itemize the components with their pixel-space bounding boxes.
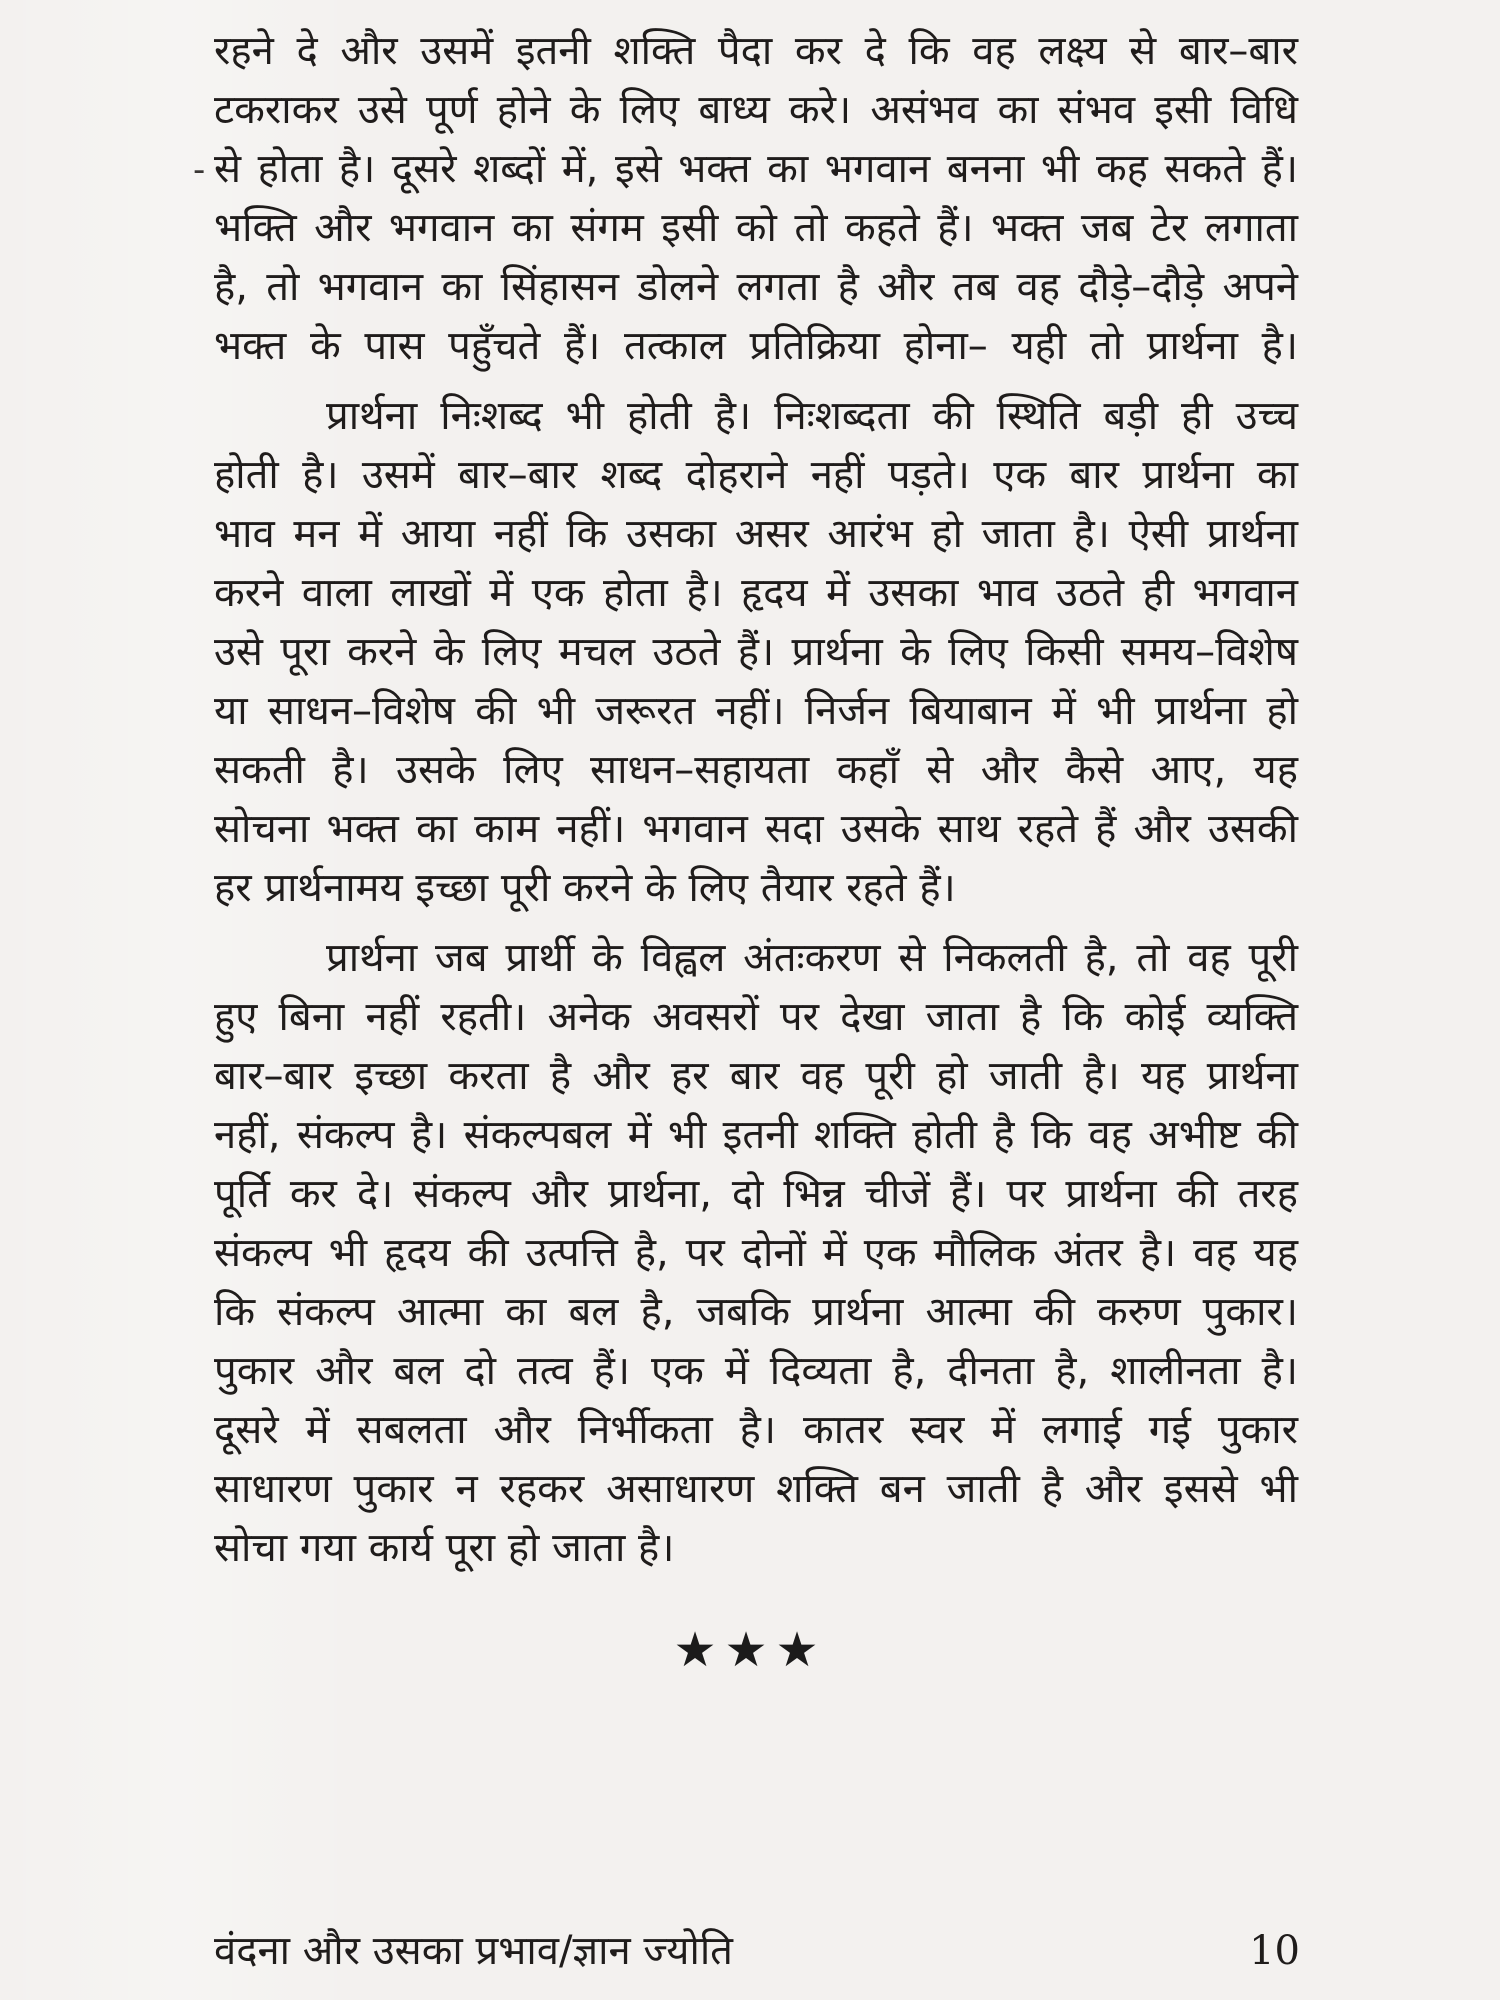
text-line: सोचा गया कार्य पूरा हो जाता है। xyxy=(214,1525,675,1571)
text-line: संकल्प भी हृदय की उत्पत्ति है, पर दोनों में एक मौलिक अंतर है। वह यह xyxy=(214,1230,1298,1276)
paragraph-1 xyxy=(214,22,1298,376)
text-line: पुकार और बल दो तत्व हैं। एक में दिव्यता है, दीनता है, शालीनता है। xyxy=(214,1348,1298,1394)
text-line: पूर्ति कर दे। संकल्प और प्रार्थना, दो भिन्न चीजें हैं। पर प्रार्थना की तरह xyxy=(214,1171,1298,1217)
text-line: है, तो भगवान का सिंहासन डोलने लगता है और तब वह दौड़े–दौड़े अपने xyxy=(214,264,1298,310)
text-line: प्रार्थना जब प्रार्थी के विह्वल अंतःकरण से निकलती है, तो वह पूरी xyxy=(326,935,1298,981)
text-line: सोचना भक्त का काम नहीं। भगवान सदा उसके साथ रहते हैं और उसकी xyxy=(214,806,1298,852)
text-line: बार–बार इच्छा करता है और हर बार वह पूरी हो जाती है। यह प्रार्थना xyxy=(214,1053,1298,1099)
text-line: टकराकर उसे पूर्ण होने के लिए बाध्य करे। असंभव का संभव इसी विधि xyxy=(214,87,1298,133)
text-line: हर प्रार्थनामय इच्छा पूरी करने के लिए तैयार रहते हैं। xyxy=(214,865,956,911)
paragraph-gap xyxy=(214,918,1298,929)
text-line: होती है। उसमें बार–बार शब्द दोहराने नहीं पड़ते। एक बार प्रार्थना का xyxy=(214,452,1298,498)
paragraph-gap xyxy=(214,376,1298,387)
text-line: सकती है। उसके लिए साधन–सहायता कहाँ से और कैसे आए, यह xyxy=(214,747,1298,793)
section-separator-stars: ★★★ xyxy=(673,1622,827,1678)
text-line: भक्त के पास पहुँचते हैं। तत्काल प्रतिक्रिया होना– यही तो प्रार्थना है। xyxy=(214,323,1298,369)
text-line: साधारण पुकार न रहकर असाधारण शक्ति बन जाती है और इससे भी xyxy=(214,1466,1298,1512)
paragraph-2 xyxy=(214,387,1298,918)
text-line: उसे पूरा करने के लिए मचल उठते हैं। प्रार्थना के लिए किसी समय–विशेष xyxy=(214,629,1298,675)
text-line: नहीं, संकल्प है। संकल्पबल में भी इतनी शक्ति होती है कि वह अभीष्ट की xyxy=(214,1112,1298,1158)
text-line: करने वाला लाखों में एक होता है। हृदय में उसका भाव उठते ही भगवान xyxy=(214,570,1298,616)
text-line: हुए बिना नहीं रहती। अनेक अवसरों पर देखा जाता है कि कोई व्यक्ति xyxy=(214,994,1298,1040)
footer-book-title: वंदना और उसका प्रभाव/ज्ञान ज्योति xyxy=(214,1928,733,1974)
text-line: से होता है। दूसरे शब्दों में, इसे भक्त का भगवान बनना भी कह सकते हैं। xyxy=(214,146,1298,192)
text-line: कि संकल्प आत्मा का बल है, जबकि प्रार्थना आत्मा की करुण पुकार। xyxy=(214,1289,1298,1335)
page-number: 10 xyxy=(1249,1928,1300,1974)
text-line: दूसरे में सबलता और निर्भीकता है। कातर स्वर में लगाई गई पुकार xyxy=(214,1407,1298,1453)
paragraph-3 xyxy=(214,929,1298,1578)
margin-mark: - xyxy=(193,150,206,190)
text-line: प्रार्थना निःशब्द भी होती है। निःशब्दता की स्थिति बड़ी ही उच्च xyxy=(326,393,1298,439)
text-line: भाव मन में आया नहीं कि उसका असर आरंभ हो जाता है। ऐसी प्रार्थना xyxy=(214,511,1298,557)
text-line: रहने दे और उसमें इतनी शक्ति पैदा कर दे कि वह लक्ष्य से बार–बार xyxy=(214,28,1298,74)
text-line: भक्ति और भगवान का संगम इसी को तो कहते हैं। भक्त जब टेर लगाता xyxy=(214,205,1298,251)
text-line: या साधन–विशेष की भी जरूरत नहीं। निर्जन बियाबान में भी प्रार्थना हो xyxy=(214,688,1298,734)
body-text xyxy=(214,22,1298,1578)
